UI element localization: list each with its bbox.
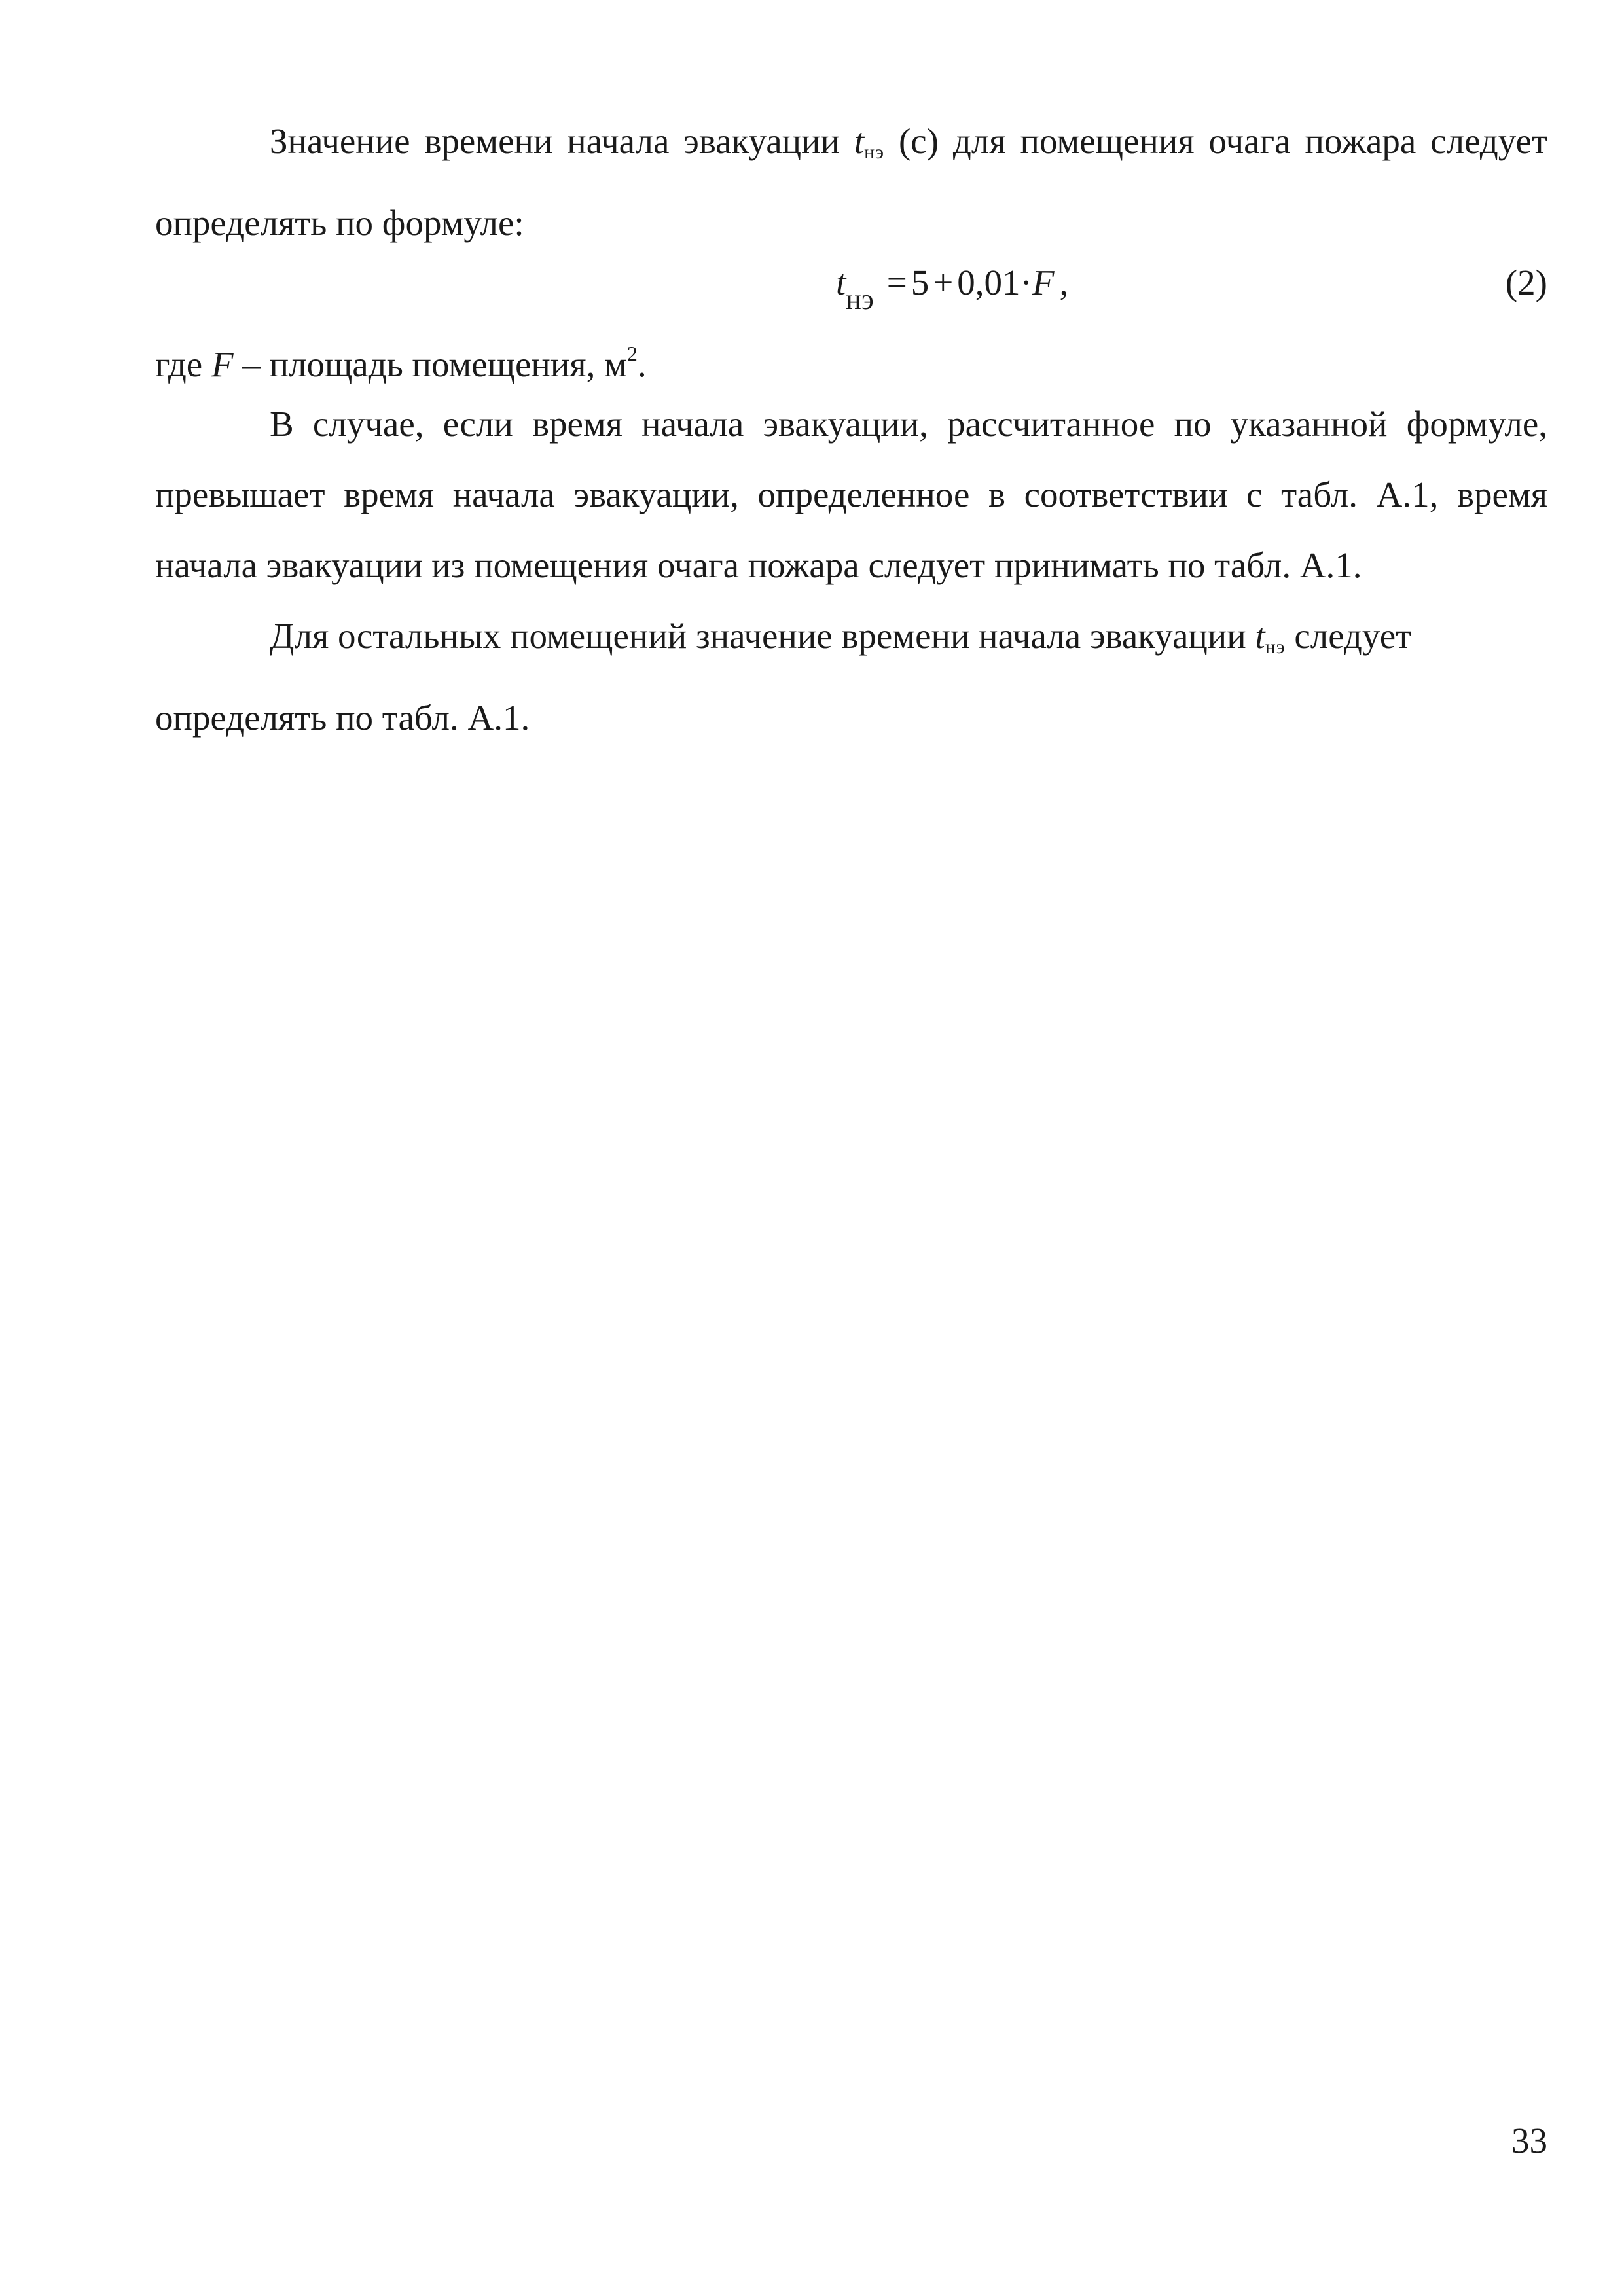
formula-variable-t: t xyxy=(836,262,846,302)
paragraph-other-rooms xyxy=(155,601,1504,753)
paragraph3-text-after: следует определять по табл. А.1. xyxy=(155,616,1412,738)
paragraph-text-before: Значение времени начала эвакуации xyxy=(270,121,854,161)
formula-line xyxy=(155,247,1547,318)
paragraph3-subscript-ne: нэ xyxy=(1265,636,1286,658)
paragraph-text-after: (с) для помещения очага пожара следует определять по формуле: xyxy=(155,121,1547,243)
paragraph3-text-before: Для остальных помещений значение времени начала эвакуации xyxy=(270,616,1255,656)
formula-plus: + xyxy=(933,262,954,302)
where-prefix: где xyxy=(155,344,211,384)
formula-term-5: 5 xyxy=(911,262,929,302)
formula-dot: · xyxy=(1020,262,1032,302)
formula-equals: = xyxy=(886,262,907,302)
subscript-ne: нэ xyxy=(864,141,885,163)
where-line xyxy=(155,318,1547,400)
formula-variable-f: F xyxy=(1032,262,1055,302)
formula-subscript-ne: нэ xyxy=(846,283,874,315)
equation-number: (2) xyxy=(1505,262,1547,302)
formula-term-coefficient: 0,01 xyxy=(957,262,1020,302)
where-variable-f: F xyxy=(211,344,234,384)
paragraph2-text: В случае, если время начала эвакуации, рассчитанное по указанной формуле, превышает время начала эвакуации, определенное в соответствии с табл. А.1, время начала эвакуации из помещения очага пожара следует принимать по табл. А.1. xyxy=(155,404,1547,585)
paragraph3-variable-t: t xyxy=(1255,616,1265,656)
paragraph-exceeding-case xyxy=(155,389,1547,601)
variable-t: t xyxy=(854,121,865,161)
where-text: – площадь помещения, м xyxy=(233,344,627,384)
superscript-2: 2 xyxy=(626,342,638,365)
formula-comma: , xyxy=(1059,262,1069,302)
where-end: . xyxy=(637,344,647,384)
paragraph-evacuation-start-time xyxy=(155,106,1547,259)
page-number: 33 xyxy=(1511,2121,1547,2161)
